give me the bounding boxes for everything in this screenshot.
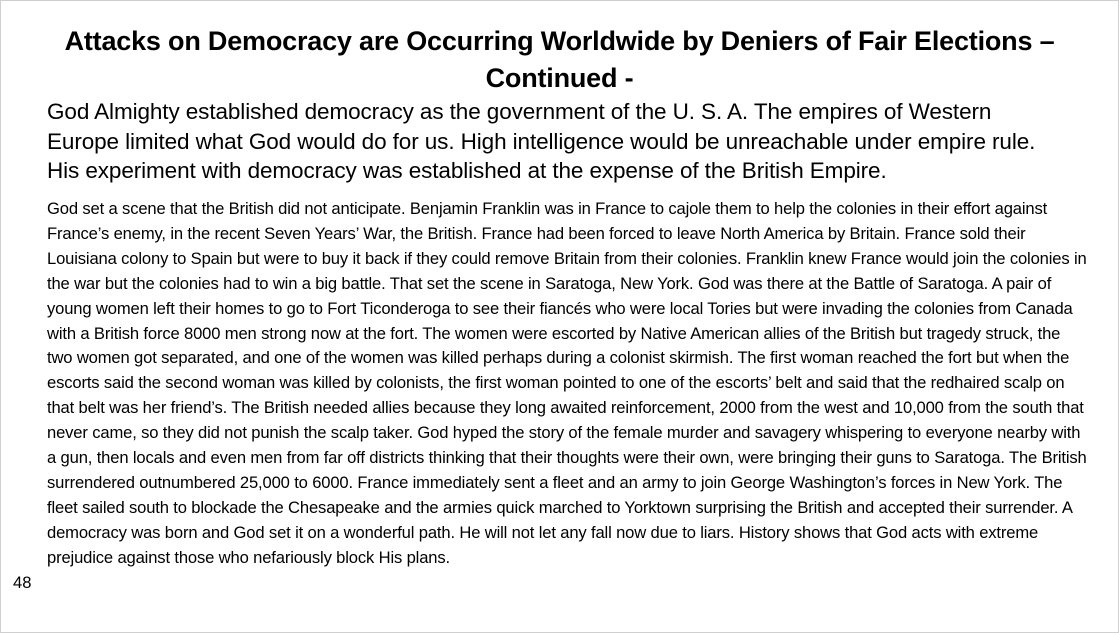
body-paragraph: God set a scene that the British did not anticipate. Benjamin Franklin was in France to cajole them to help the colonies in their effort against France’s enemy, in the recent Seven Years’ War, the British. France had been forced to leave North America by Britain. France sold their Louisiana colony to Spain but were to buy it back if they could remove Britain from their colonies. Franklin knew France would join the colonies in the war but the colonies had to win a big battle. That set the scene in Saratoga, New York. God was there at the Battle of Saratoga. A pair of young women left their homes to go to Fort Ticonderoga to see their fiancés who were local Tories but were invading the colonies from Canada with a British force 8000 men strong now at the fort. The women were escorted by Native American allies of the British but tragedy struck, the two women got separated, and one of the women was killed perhaps during a colonist skirmish. The first woman reached the fort but when the escorts said the second woman was killed by colonists, the first woman pointed to one of the escorts’ belt and said that the redhaired scalp on that belt was her friend’s. The British needed allies because they long awaited reinforcement, 2000 from the west and 10,000 from the south that never came, so they did not punish the scalp taker. God hyped the story of the female murder and savagery whispering to everyone nearby with a gun, then locals and even men from far off districts thinking that their thoughts were their own, were bringing their guns to Saratoga. The British surrendered outnumbered 25,000 to 6000. France immediately sent a fleet and an army to join George Washington’s forces in New York. The fleet sailed south to blockade the Chesapeake and the armies quick marched to Yorktown surprising the British and accepted their surrender. A democracy was born and God set it on a wonderful path. He will not let any fall now due to liars. History shows that God acts with extreme prejudice against those who nefariously block His plans. [47,199,1087,567]
intro-paragraph: God Almighty established democracy as the government of the U. S. A. The empires of Western Europe limited what God would do for us. High intelligence would be unreachable under empire rule. His experiment with democracy was established at the expense of the British Empire. [47,99,1036,183]
slide-title: Attacks on Democracy are Occurring Worldwide by Deniers of Fair Elections – Continued - [64,26,1055,93]
slide-number: 48 [13,573,32,592]
